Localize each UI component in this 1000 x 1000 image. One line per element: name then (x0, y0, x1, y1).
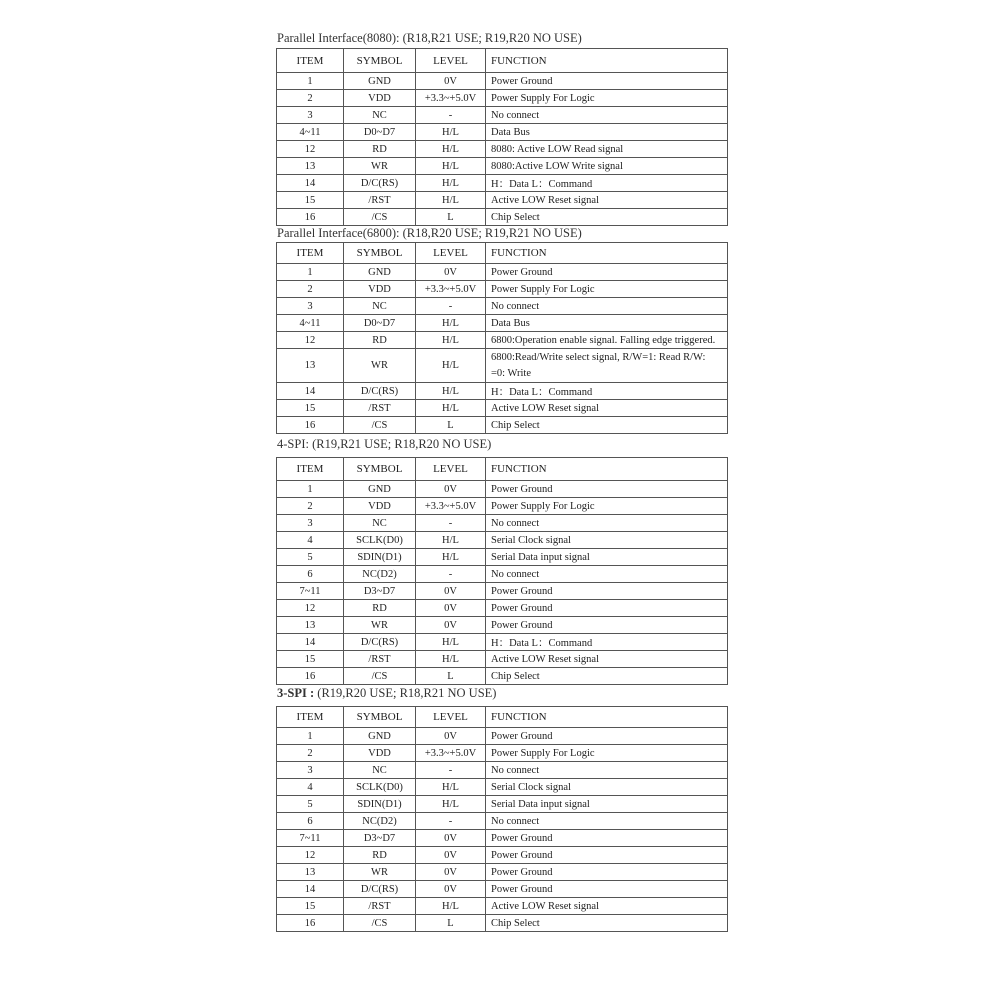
column-header-level: LEVEL (416, 243, 486, 264)
cell-level: L (416, 417, 486, 434)
cell-function: Power Ground (486, 73, 728, 90)
cell-level: 0V (416, 264, 486, 281)
cell-item: 13 (277, 349, 344, 383)
pin-table-3spi (276, 706, 728, 932)
cell-symbol: NC(D2) (344, 566, 416, 583)
cell-level: H/L (416, 383, 486, 400)
cell-function: Chip Select (486, 668, 728, 685)
column-header-level: LEVEL (416, 458, 486, 481)
cell-symbol: SCLK(D0) (344, 779, 416, 796)
cell-level: 0V (416, 847, 486, 864)
cell-function: Power Ground (486, 830, 728, 847)
cell-level: H/L (416, 192, 486, 209)
cell-function: 6800:Operation enable signal. Falling edge triggered. (486, 332, 728, 349)
cell-function: Chip Select (486, 915, 728, 932)
cell-symbol: GND (344, 264, 416, 281)
cell-level: +3.3~+5.0V (416, 745, 486, 762)
table-row (277, 315, 728, 332)
column-header-function: FUNCTION (486, 707, 728, 728)
cell-symbol: SCLK(D0) (344, 532, 416, 549)
cell-item: 16 (277, 209, 344, 226)
table-row (277, 549, 728, 566)
table-row (277, 515, 728, 532)
section-title-text: 4-SPI: (R19,R21 USE; R18,R20 NO USE) (277, 437, 492, 451)
cell-item: 14 (277, 175, 344, 192)
cell-item: 15 (277, 651, 344, 668)
cell-item: 5 (277, 549, 344, 566)
cell-function: Power Ground (486, 600, 728, 617)
cell-level: H/L (416, 158, 486, 175)
cell-symbol: RD (344, 332, 416, 349)
cell-function: H：Data L：Command (486, 634, 728, 651)
table-row (277, 728, 728, 745)
cell-level: H/L (416, 175, 486, 192)
cell-level: 0V (416, 600, 486, 617)
cell-item: 12 (277, 847, 344, 864)
cell-item: 2 (277, 498, 344, 515)
cell-function: Power Supply For Logic (486, 498, 728, 515)
cell-function: Data Bus (486, 124, 728, 141)
section-title-bold: 3-SPI : (277, 686, 315, 700)
table-row (277, 532, 728, 549)
cell-item: 3 (277, 762, 344, 779)
cell-item: 4~11 (277, 124, 344, 141)
cell-symbol: D3~D7 (344, 830, 416, 847)
cell-function: 8080:Active LOW Write signal (486, 158, 728, 175)
cell-symbol: D/C(RS) (344, 383, 416, 400)
cell-function: Active LOW Reset signal (486, 651, 728, 668)
section-title-4spi (277, 437, 491, 451)
pin-table-6800 (276, 242, 728, 434)
cell-level: H/L (416, 315, 486, 332)
cell-level: 0V (416, 864, 486, 881)
cell-level: H/L (416, 549, 486, 566)
table-row (277, 158, 728, 175)
table-row (277, 830, 728, 847)
table-row (277, 349, 728, 383)
cell-function: Power Supply For Logic (486, 90, 728, 107)
table-row (277, 107, 728, 124)
cell-level: - (416, 762, 486, 779)
cell-level: - (416, 107, 486, 124)
section-title-8080 (277, 31, 582, 45)
cell-item: 6 (277, 813, 344, 830)
cell-function: No connect (486, 813, 728, 830)
cell-item: 2 (277, 281, 344, 298)
cell-item: 13 (277, 158, 344, 175)
table-row (277, 400, 728, 417)
cell-symbol: NC (344, 762, 416, 779)
table-row (277, 124, 728, 141)
cell-level: - (416, 813, 486, 830)
cell-item: 3 (277, 515, 344, 532)
pin-table-4spi (276, 457, 728, 685)
cell-symbol: /CS (344, 209, 416, 226)
cell-level: L (416, 209, 486, 226)
cell-symbol: WR (344, 617, 416, 634)
column-header-item: ITEM (277, 243, 344, 264)
cell-level: H/L (416, 532, 486, 549)
cell-symbol: GND (344, 73, 416, 90)
table-row (277, 209, 728, 226)
column-header-level: LEVEL (416, 707, 486, 728)
table-row (277, 583, 728, 600)
cell-symbol: SDIN(D1) (344, 549, 416, 566)
table-row (277, 668, 728, 685)
cell-level: +3.3~+5.0V (416, 498, 486, 515)
cell-symbol: RD (344, 600, 416, 617)
pin-table-8080 (276, 48, 728, 226)
cell-item: 1 (277, 73, 344, 90)
cell-level: 0V (416, 830, 486, 847)
column-header-symbol: SYMBOL (344, 243, 416, 264)
table-row (277, 264, 728, 281)
cell-item: 14 (277, 383, 344, 400)
table-header-row (277, 49, 728, 73)
table-row (277, 141, 728, 158)
cell-symbol: /RST (344, 898, 416, 915)
cell-function: Power Ground (486, 583, 728, 600)
cell-symbol: D/C(RS) (344, 175, 416, 192)
cell-function: 6800:Read/Write select signal, R/W=1: Read R/W: =0: Write (486, 349, 728, 383)
cell-item: 13 (277, 864, 344, 881)
cell-function: Power Ground (486, 881, 728, 898)
column-header-function: FUNCTION (486, 243, 728, 264)
cell-function: Power Ground (486, 847, 728, 864)
cell-item: 12 (277, 600, 344, 617)
cell-symbol: WR (344, 158, 416, 175)
cell-level: H/L (416, 124, 486, 141)
table-row (277, 498, 728, 515)
cell-symbol: D3~D7 (344, 583, 416, 600)
cell-symbol: /CS (344, 915, 416, 932)
section-title-text: (R19,R20 USE; R18,R21 NO USE) (314, 686, 497, 700)
cell-symbol: RD (344, 141, 416, 158)
table-row (277, 779, 728, 796)
cell-item: 1 (277, 728, 344, 745)
cell-function: No connect (486, 107, 728, 124)
cell-item: 1 (277, 481, 344, 498)
cell-function: Power Ground (486, 264, 728, 281)
cell-function: Power Ground (486, 728, 728, 745)
table-row (277, 898, 728, 915)
cell-level: - (416, 566, 486, 583)
column-header-level: LEVEL (416, 49, 486, 73)
cell-item: 4~11 (277, 315, 344, 332)
cell-level: H/L (416, 400, 486, 417)
section-title-6800 (277, 226, 582, 240)
column-header-item: ITEM (277, 458, 344, 481)
cell-item: 15 (277, 898, 344, 915)
cell-level: H/L (416, 349, 486, 383)
column-header-symbol: SYMBOL (344, 458, 416, 481)
table-row (277, 192, 728, 209)
cell-level: H/L (416, 141, 486, 158)
cell-function: Data Bus (486, 315, 728, 332)
cell-level: H/L (416, 651, 486, 668)
table-row (277, 90, 728, 107)
cell-item: 7~11 (277, 583, 344, 600)
section-title-3spi (277, 686, 496, 700)
cell-item: 1 (277, 264, 344, 281)
cell-symbol: /RST (344, 651, 416, 668)
cell-symbol: D/C(RS) (344, 881, 416, 898)
cell-item: 7~11 (277, 830, 344, 847)
cell-item: 15 (277, 400, 344, 417)
cell-function: H：Data L：Command (486, 383, 728, 400)
cell-level: H/L (416, 779, 486, 796)
column-header-function: FUNCTION (486, 49, 728, 73)
cell-symbol: /RST (344, 192, 416, 209)
cell-level: L (416, 668, 486, 685)
table-header-row (277, 707, 728, 728)
cell-level: 0V (416, 881, 486, 898)
cell-symbol: WR (344, 349, 416, 383)
cell-function: No connect (486, 298, 728, 315)
table-row (277, 281, 728, 298)
cell-item: 5 (277, 796, 344, 813)
table-row (277, 881, 728, 898)
cell-item: 14 (277, 634, 344, 651)
table-row (277, 813, 728, 830)
cell-item: 16 (277, 417, 344, 434)
table-row (277, 481, 728, 498)
cell-item: 16 (277, 915, 344, 932)
cell-function: Power Ground (486, 864, 728, 881)
cell-function: Chip Select (486, 209, 728, 226)
cell-symbol: VDD (344, 281, 416, 298)
cell-level: 0V (416, 73, 486, 90)
cell-function: 8080: Active LOW Read signal (486, 141, 728, 158)
cell-level: H/L (416, 634, 486, 651)
cell-function: Serial Clock signal (486, 779, 728, 796)
cell-symbol: D0~D7 (344, 124, 416, 141)
cell-function: No connect (486, 515, 728, 532)
section-title-text: Parallel Interface(6800): (R18,R20 USE; R19,R21 NO USE) (277, 226, 582, 240)
table-row (277, 651, 728, 668)
cell-level: H/L (416, 898, 486, 915)
cell-function: Active LOW Reset signal (486, 192, 728, 209)
cell-function: H：Data L：Command (486, 175, 728, 192)
cell-item: 14 (277, 881, 344, 898)
column-header-item: ITEM (277, 49, 344, 73)
cell-function: Active LOW Reset signal (486, 898, 728, 915)
table-row (277, 864, 728, 881)
table-row (277, 566, 728, 583)
table-row (277, 634, 728, 651)
cell-item: 6 (277, 566, 344, 583)
column-header-function: FUNCTION (486, 458, 728, 481)
table-header-row (277, 243, 728, 264)
cell-symbol: NC (344, 515, 416, 532)
cell-symbol: /RST (344, 400, 416, 417)
cell-level: - (416, 298, 486, 315)
column-header-symbol: SYMBOL (344, 49, 416, 73)
cell-function: No connect (486, 566, 728, 583)
column-header-item: ITEM (277, 707, 344, 728)
cell-function: Power Ground (486, 481, 728, 498)
cell-symbol: GND (344, 728, 416, 745)
cell-symbol: VDD (344, 745, 416, 762)
cell-item: 4 (277, 532, 344, 549)
cell-symbol: /CS (344, 668, 416, 685)
cell-level: H/L (416, 332, 486, 349)
cell-function: Serial Data input signal (486, 549, 728, 566)
table-row (277, 417, 728, 434)
column-header-symbol: SYMBOL (344, 707, 416, 728)
cell-level: +3.3~+5.0V (416, 90, 486, 107)
cell-symbol: NC (344, 298, 416, 315)
table-row (277, 847, 728, 864)
cell-function: Serial Data input signal (486, 796, 728, 813)
section-title-text: Parallel Interface(8080): (R18,R21 USE; R19,R20 NO USE) (277, 31, 582, 45)
cell-level: - (416, 515, 486, 532)
cell-symbol: NC(D2) (344, 813, 416, 830)
table-row (277, 600, 728, 617)
cell-function: No connect (486, 762, 728, 779)
table-row (277, 745, 728, 762)
cell-level: 0V (416, 617, 486, 634)
table-row (277, 796, 728, 813)
cell-symbol: NC (344, 107, 416, 124)
cell-item: 16 (277, 668, 344, 685)
cell-level: 0V (416, 583, 486, 600)
cell-function: Serial Clock signal (486, 532, 728, 549)
cell-item: 13 (277, 617, 344, 634)
table-row (277, 73, 728, 90)
cell-item: 2 (277, 745, 344, 762)
cell-symbol: D/C(RS) (344, 634, 416, 651)
cell-symbol: D0~D7 (344, 315, 416, 332)
cell-symbol: RD (344, 847, 416, 864)
cell-item: 15 (277, 192, 344, 209)
cell-item: 2 (277, 90, 344, 107)
cell-level: 0V (416, 481, 486, 498)
cell-function: Active LOW Reset signal (486, 400, 728, 417)
table-row (277, 915, 728, 932)
cell-symbol: /CS (344, 417, 416, 434)
cell-symbol: VDD (344, 90, 416, 107)
cell-symbol: GND (344, 481, 416, 498)
cell-item: 12 (277, 332, 344, 349)
cell-function: Chip Select (486, 417, 728, 434)
cell-item: 3 (277, 298, 344, 315)
cell-function: Power Supply For Logic (486, 281, 728, 298)
cell-symbol: VDD (344, 498, 416, 515)
cell-level: 0V (416, 728, 486, 745)
cell-level: +3.3~+5.0V (416, 281, 486, 298)
cell-item: 3 (277, 107, 344, 124)
cell-item: 4 (277, 779, 344, 796)
table-row (277, 175, 728, 192)
cell-function: Power Ground (486, 617, 728, 634)
cell-level: L (416, 915, 486, 932)
table-row (277, 762, 728, 779)
cell-level: H/L (416, 796, 486, 813)
table-row (277, 617, 728, 634)
cell-symbol: WR (344, 864, 416, 881)
cell-item: 12 (277, 141, 344, 158)
table-row (277, 298, 728, 315)
table-row (277, 332, 728, 349)
table-header-row (277, 458, 728, 481)
cell-symbol: SDIN(D1) (344, 796, 416, 813)
table-row (277, 383, 728, 400)
cell-function: Power Supply For Logic (486, 745, 728, 762)
